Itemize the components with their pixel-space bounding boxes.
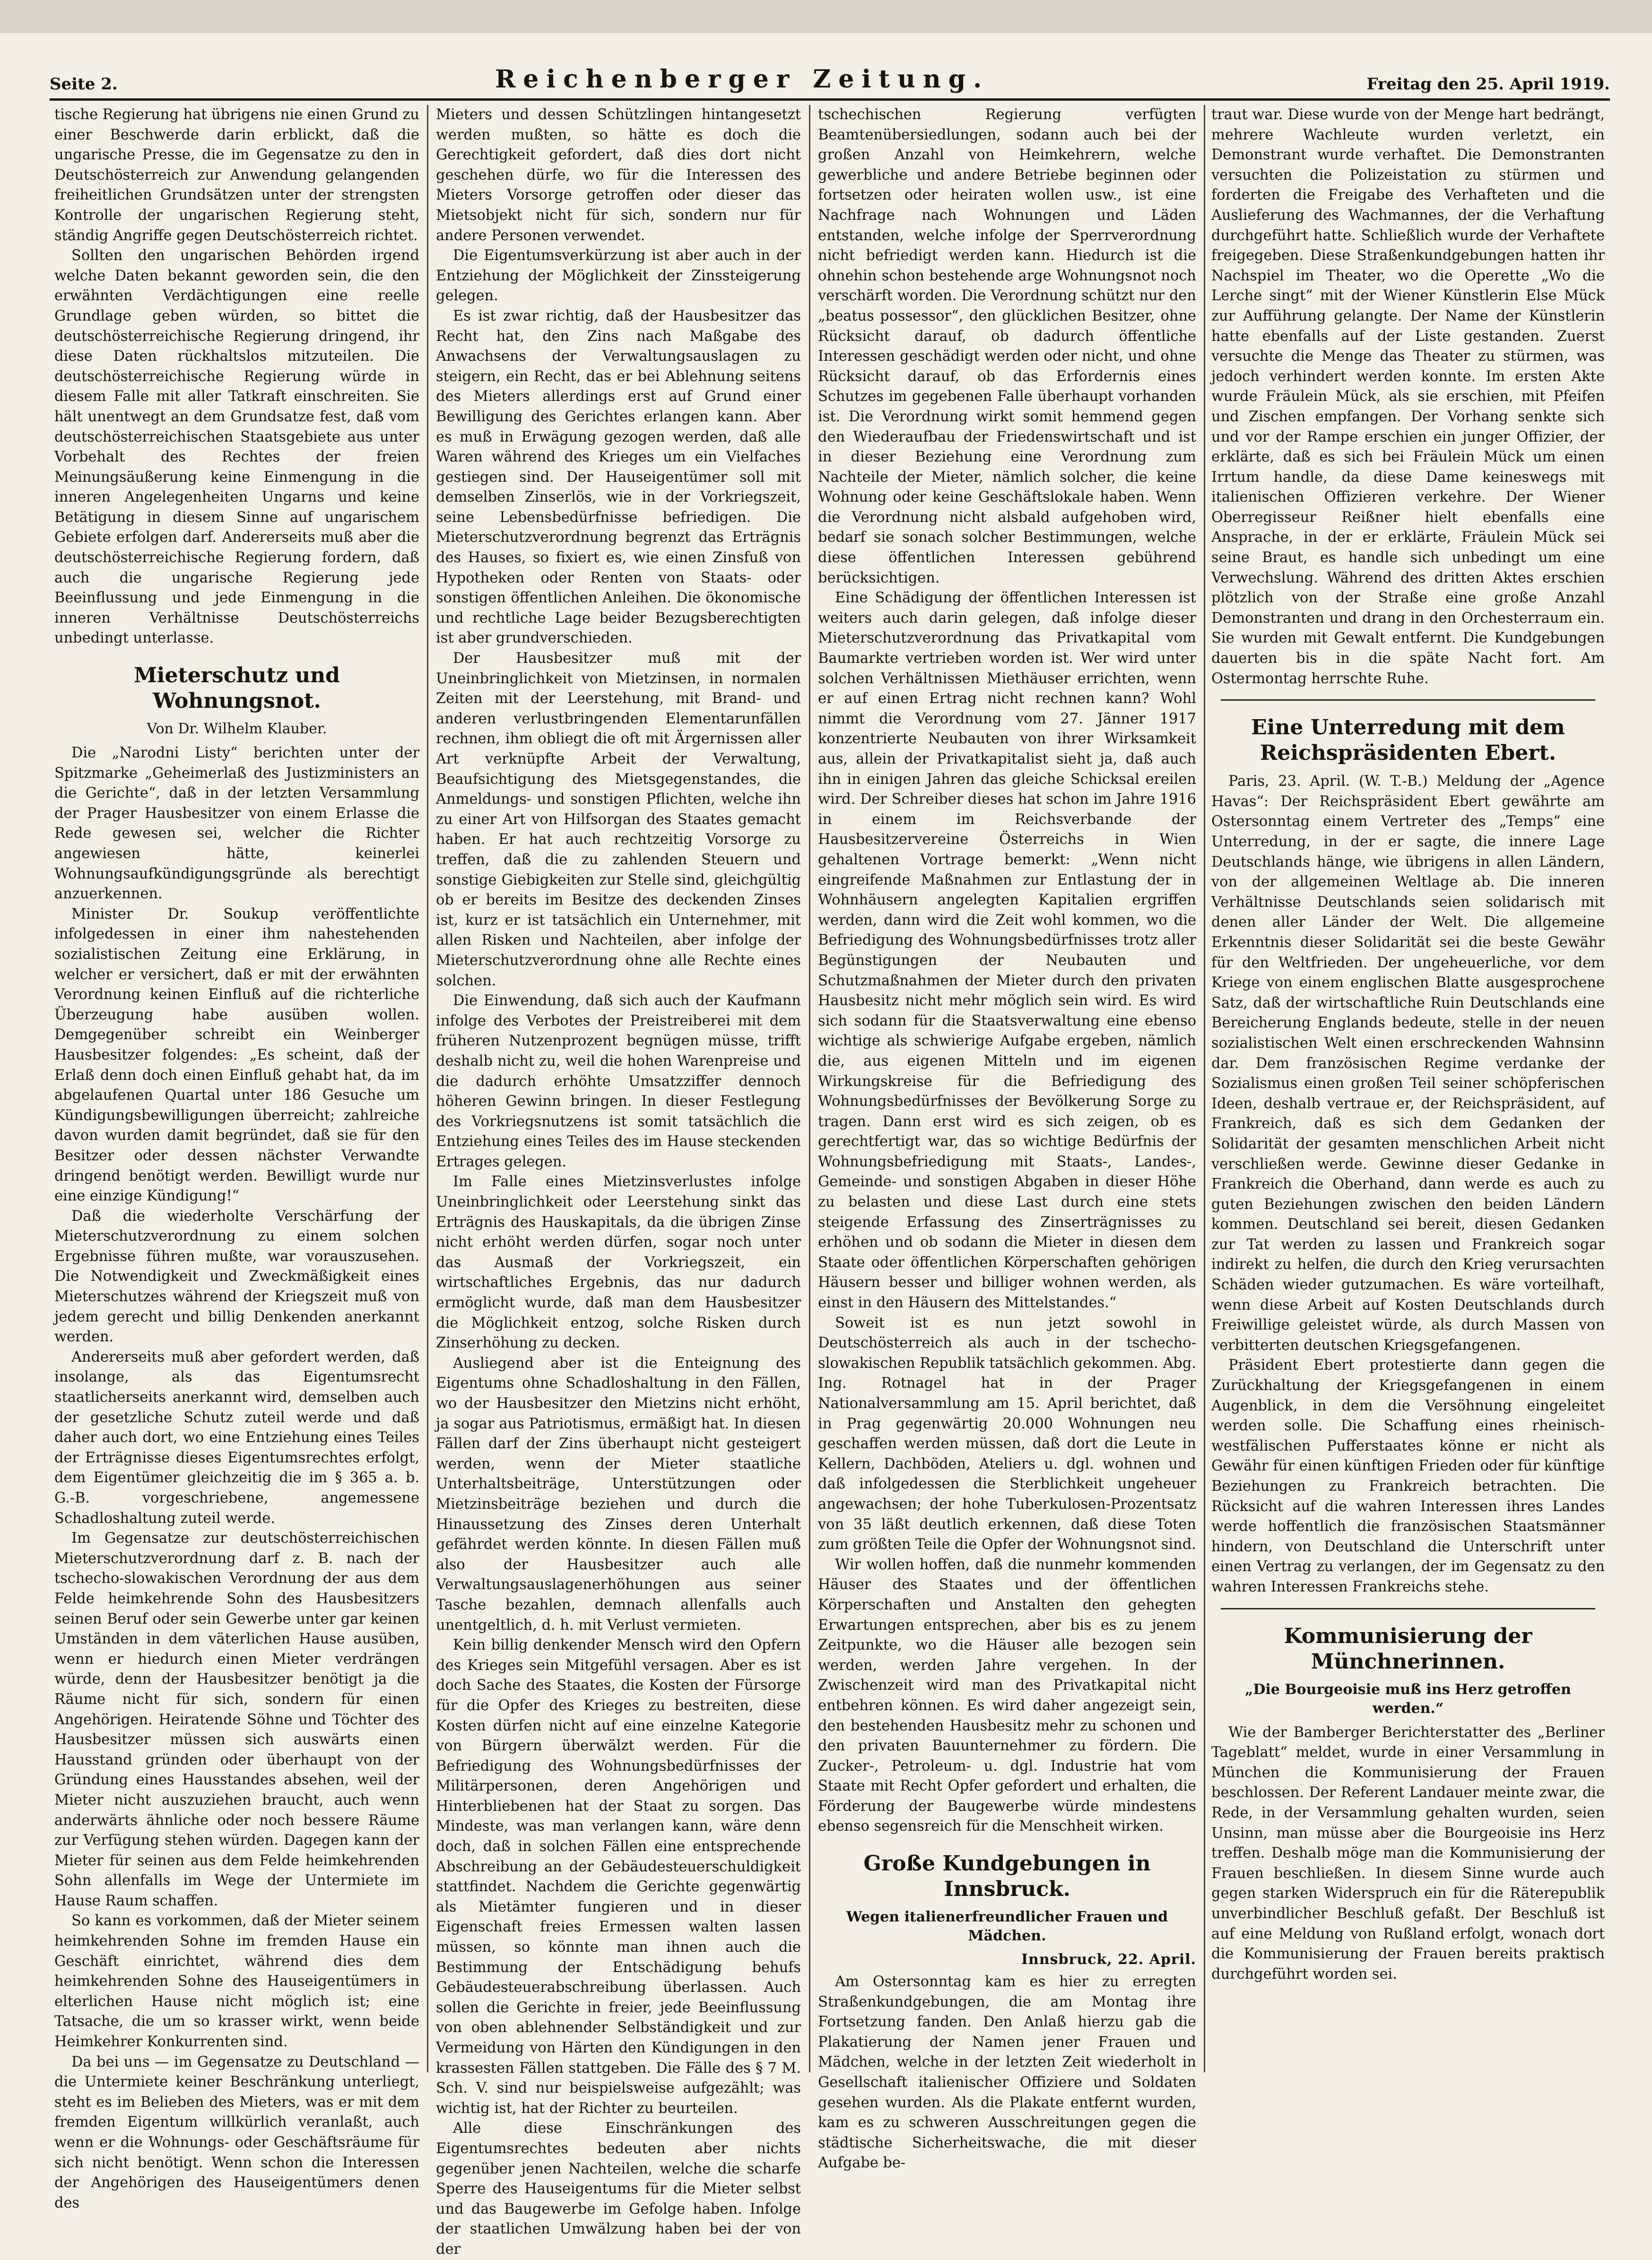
column-1 — [54, 105, 419, 2211]
article-subheadline: „Die Bourgeoisie muß ins Herz getroffen werden.“ — [1245, 1681, 1571, 1717]
article-paragraph: Daß die wiederholte Verschärfung der Mieterschutzverordnung zu einem solchen Ergebnisse führen mußte, war vorauszusehen. Die Notwendigkeit und Zweckmäßigkeit eines Mieterschutzes während der Kriegszeit muß von jedem gerecht und billig Denkenden anerkannt werden. — [54, 1208, 419, 1346]
article-paragraph: Die „Narodni Listy“ berichten unter der Spitzmarke „Geheimerlaß des Justizministers an die Gerichte“, daß in der letzten Versammlung der Prager Hausbesitzer von einem Erlasse die Rede gewesen sei, welcher die Richter angewiesen hätte, keinerlei Wohnungsaufkündigungsgründe als berechtigt anzuerkennen. — [54, 745, 419, 903]
article-paragraph: Mieters und dessen Schützlingen hintangesetzt werden mußten, so hätte es doch die Gerechtigkeit gefordert, daß dies dort nicht geschehen dürfe, wo für die Interessen des Mieters Vorsorge getroffen oder dieser das Mietsobjekt nicht für sich, sondern nur für andere Personen verwendet. — [436, 106, 801, 244]
column-divider — [1204, 105, 1205, 2072]
article-paragraph: Die Eigentumsverkürzung ist aber auch in der Entziehung der Möglichkeit der Zinssteigerung gelegen. — [436, 247, 801, 304]
article-headline: Eine Unterredung mit dem Reichspräsidenten Ebert. — [1251, 715, 1565, 765]
article-paragraph: Soweit ist es nun jetzt sowohl in Deutschösterreich als auch in der tschecho-slowakischen Republik tatsächlich gekommen. Abg. Ing. Rotnagel hat in der Prager Nationalversammlung am 15. April berichtet, daß in Prag gegenwärtig 20.000 Wohnungen neu geschaffen werden müssen, daß dort die Leute in Kellern, Dachböden, Ateliers u. dgl. wohnen und daß infolgedessen die Sterblichkeit ungeheuer angewachsen; der hohe Tuberkulosen-Prozentsatz von 35 läßt deutlich erkennen, daß diese Toten zum größten Teile die Opfer der Wohnungsnot sind. — [818, 1314, 1196, 1553]
article-paragraph: Wir wollen hoffen, daß die nunmehr kommenden Häuser des Staates und der öffentlichen Körperschaften und Anstalten den gehegten Erwartungen entsprechen, aber bis es zu jenem Zeitpunkte, wo die Häuser alle bezogen sein werden, werden Jahre vergehen. In der Zwischenzeit wird man des Privatkapital nicht entbehren können. Es wird daher angezeigt sein, den bestehenden Hausbesitz mehr zu schonen und den privaten Bauunternehmer zu fördern. Die Zucker-, Petroleum- u. dgl. Industrie hat vom Staate mit Recht Opfer gefordert und erhalten, die Förderung der Baugewerbe würde mindestens ebenso segensreich für die Menschheit wirken. — [818, 1556, 1196, 1835]
article-paragraph: Im Gegensatze zur deutschösterreichischen Mieterschutzverordnung darf z. B. nach der tschecho-slowakischen Verordnung der aus dem Felde heimkehrende Sohn des Hausbesitzers seinen Beruf oder sein Gewerbe unter gar keinen Umständen in dem väterlichen Hause ausüben, wenn er hiedurch einen Mieter verdrängen würde, denn der Hausbesitzer benötigt ja die Räume nicht für sich, sondern für einen Angehörigen. Heiratende Söhne und Töchter des Hausbesitzer müssen sich auswärts einen Hausstand gründen oder überhaupt von der Gründung eines Hausstandes absehen, weil der Mieter nicht auszuziehen braucht, auch wenn anderwärts ähnliche oder noch bessere Räume zur Verfügung stehen würden. Dagegen kann der Mieter für seinen aus dem Felde heimkehrenden Sohn allenfalls im Wege der Untermiete im Hause Raum schaffen. — [54, 1530, 419, 1909]
column-3 — [818, 105, 1196, 2172]
article-separator — [1221, 699, 1595, 701]
article-paragraph: tschechischen Regierung verfügten Beamtenübersiedlungen, sodann auch bei der großen Anzahl von Heimkehrern, welche gewerbliche und andere Betriebe beginnen oder fortsetzen oder heiraten wollen usw., ist eine Nachfrage nach Wohnungen und Läden entstanden, welche infolge der Sperrverordnung nicht befriedigt werden kann. Hiedurch ist die ohnehin schon bestehende arge Wohnungsnot noch verschärft worden. Die Verordnung schützt nur den „beatus possessor“, den glücklichen Besitzer, ohne Rücksicht darauf, ob dadurch öffentliche Interessen geschädigt werden oder nicht, und ohne Rücksicht darauf, ob das Erfordernis eines Schutzes im gegebenen Falle überhaupt vorhanden ist. Die Verordnung wirkt somit hemmend gegen den Wiederaufbau der Friedenswirtschaft und ist in dieser Beziehung eine Verordnung zum Nachteile der Mieter, nämlich solcher, die keine Wohnung oder keine Geschäftslokale haben. Wenn die Verordnung nicht alsbald aufgehoben wird, bedarf sie sonach solcher Bestimmungen, welche diese öffentlichen Interessen gebührend berücksichtigen. — [818, 106, 1196, 586]
article-paragraph: Präsident Ebert protestierte dann gegen die Zurückhaltung der Kriegsgefangenen in einem Augenblick, in dem die Versöhnung eingeleitet werden solle. Die Schaffung eines rheinisch-westfälischen Pufferstaates könne er nicht als Gewähr für einen künftigen Frieden oder für künftige Beziehungen zu Frankreich betrachten. Die Rücksicht auf die wahren Interessen ihres Landes werde hoffentlich die französischen Staatsmänner hindern, von Deutschland die Unterschrift unter einen Vertrag zu verlangen, der im Gegensatz zu den wahren Interessen Frankreichs stehe. — [1211, 1357, 1605, 1595]
article-paragraph: Die Einwendung, daß sich auch der Kaufmann infolge des Verbotes der Preistreiberei mit dem früheren Nutzenprozent begnügen müsse, trifft deshalb nicht zu, weil die hohen Warenpreise und die dadurch erhöhte Umsatzziffer dennoch höheren Gewinn bringen. In dieser Festlegung des Vorkriegsnutzens ist somit tatsächlich die Entziehung eines Teiles des im Hause steckenden Ertrages gelegen. — [436, 992, 801, 1170]
article-paragraph: Wie der Bamberger Berichterstatter des „Berliner Tageblatt“ meldet, wurde in einer Versammlung in München die Kommunisierung der Frauen beschlossen. Der Referent Landauer meinte zwar, die Rede, in der Versammlung gehalten wurden, seien Unsinn, man müsse aber die Bourgeoisie ins Herz treffen. Deshalb möge man die Kommunisierung der Frauen beschließen. In diesem Sinne wurde auch gegen starken Widerspruch ein für die Räterepublik unverbindlicher Beschluß gefaßt. Der Beschluß ist auf eine Meldung von Rußland erfolgt, wonach dort die Kommunisierung der Frauen bereits praktisch durchgeführt worden sei. — [1211, 1724, 1605, 1982]
article-paragraph: Paris, 23. April. (W. T.-B.) Meldung der „Agence Havas“: Der Reichspräsident Ebert gewährte am Ostersonntag einem Vertreter des „Temps“ eine Unterredung, in der er sagte, die innere Lage Deutschlands hänge, wie übrigens in allen Ländern, von der allgemeinen Weltlage ab. Die inneren Verhältnisse Deutschlands seien solidarisch mit denen aller Länder der Welt. Die allgemeine Erkenntnis dieser Solidarität sei die beste Gewähr für den Weltfrieden. Der ungeheuerliche, vor dem Kriege von einem englischen Blatte ausgesprochene Satz, daß der wirtschaftliche Ruin Deutschlands eine Bereicherung Englands bedeute, stelle in der neuen sozialistischen Welt einen erschreckenden Wahnsinn dar. Dem französischen Regime verdanke der Sozialismus einen großen Teil seiner schöpferischen Ideen, deshalb vertraue er, der Reichspräsident, auf Frankreich, daß es sich dem Gedanken der Solidarität der gesamten menschlichen Arbeit nicht verschließen werde. Gewinne dieser Gedanke in Frankreich die Oberhand, dann werde es auch zu guten Beziehungen zwischen den beiden Ländern kommen. Deutschland sei bereit, diesen Gedanken zur Tat werden zu lassen und Frankreich sogar indirekt zu helfen, die durch den Krieg verursachten Schäden wieder gutzumachen. Es wäre vorteilhaft, wenn diese Arbeit auf Kosten Deutschlands durch Freiwillige geleistet würde, als durch Massen von verbitterten deutschen Kriegsgefangenen. — [1211, 773, 1605, 1354]
column-divider — [427, 105, 428, 2072]
page-number: Seite 2. — [50, 75, 118, 94]
article-paragraph: Alle diese Einschränkungen des Eigentumsrechtes bedeuten aber nichts gegenüber jenen Nachteilen, welche die scharfe Sperre des Hauseigentums für die Mieter selbst und das Baugewerbe im Gefolge haben. Infolge der staatlichen Umwälzung haben bei der von der — [436, 2120, 801, 2258]
article-paragraph: Es ist zwar richtig, daß der Hausbesitzer das Recht hat, den Zins nach Maßgabe des Anwachsens der Verwaltungsauslagen zu steigern, ein Recht, das er bei Ablehnung seitens des Mieters allerdings erst auf Grund einer Bewilligung des Gerichtes erlangen kann. Aber es muß in Erwägung gezogen werden, daß alle Waren während des Krieges um ein Vielfaches gestiegen sind. Der Hauseigentümer soll mit demselben Zinserlös, wie in der Vorkriegszeit, seine Lebensbedürfnisse befriedigen. Die Mieterschutzverordnung begrenzt das Erträgnis des Hauses, so fixiert es, wie einen Zinsfuß von Hypotheken oder Renten von Staats- oder sonstigen öffentlichen Anleihen. Die ökonomische und rechtliche Lage beider Bezugsberechtigten ist aber grundverschieden. — [436, 307, 801, 647]
article-paragraph: Andererseits muß aber gefordert werden, daß insolange, als das Eigentumsrecht staatlicherseits anerkannt wird, demselben auch der gesetzliche Schutz zuteil werde und daß daher auch dort, wo eine Entziehung eines Teiles der Erträgnisse dieses Eigentumsrechtes erfolgt, dem Eigentümer gleichzeitig die im § 365 a. b. G.-B. vorgeschriebene, angemessene Schadloshaltung zuteil werde. — [54, 1348, 419, 1527]
dateline: Innsbruck, 22. April. — [1021, 1951, 1196, 1968]
article-paragraph: Sollten den ungarischen Behörden irgend welche Daten bekannt geworden sein, die den erwähnten Verdächtigungen eine reelle Grundlage geben würden, so bittet die deutschösterreichische Regierung dringend, ihr diese Daten rückhaltslos mitzuteilen. Die deutschösterreichische Regierung würde in diesem Falle mit aller Tatkraft einschreiten. Sie hält unentwegt an dem Grundsatze fest, daß vom deutschösterreichischen Staatsgebiete aus unter Vorbehalt des Rechtes der freien Meinungsäußerung keine Einmengung in die inneren Angelegenheiten Ungarns und keine Betätigung in diesem Sinne auf ungarischem Gebiete erfolgen darf. Andererseits muß aber die deutschösterreichische Regierung fordern, daß auch die ungarische Regierung jede Beeinflussung und jede Einmengung in die inneren Verhältnisse Deutschösterreichs unbedingt unterlasse. — [54, 247, 419, 647]
issue-date: Freitag den 25. April 1919. — [1366, 75, 1610, 94]
article-paragraph: tische Regierung hat übrigens nie einen Grund zu einer Beschwerde darin erblickt, daß die ungarische Presse, die im Gegensatze zu den in Deutschösterreich zur Anwendung gelangenden freiheitlichen Grundsätzen unter der strengsten Kontrolle der ungarischen Regierung steht, ständig Angriffe gegen Deutschösterreich richtet. — [54, 106, 419, 244]
article-paragraph: Im Falle eines Mietzinsverlustes infolge Uneinbringlichkeit oder Leerstehung sinkt das Erträgnis des Hauskapitals, da die übrigen Zinse nicht erhöht werden dürfen, sogar noch unter das Ausmaß der Vorkriegszeit, ein wirtschaftliches Ergebnis, das nur dadurch ermöglicht wurde, daß man dem Hausbesitzer die Möglichkeit entzog, solche Risken durch Zinserhöhung zu decken. — [436, 1173, 801, 1352]
article-paragraph: Am Ostersonntag kam es hier zu erregten Straßenkundgebungen, die am Montag ihre Fortsetzung fanden. Den Anlaß hierzu gab die Plakatierung der Namen jener Frauen und Mädchen, welche in der letzten Zeit wiederholt in Gesellschaft italienischer Offiziere und Soldaten gesehen wurden. Als die Plakate entfernt wurden, kam es zu schweren Ausschreitungen gegen die städtische Sicherheitswache, die mit dieser Aufgabe be- — [818, 1973, 1196, 2172]
column-divider — [809, 105, 810, 2072]
article-paragraph: Der Hausbesitzer muß mit der Uneinbringlichkeit von Mietzinsen, in normalen Zeiten mit der Leerstehung, mit Brand- und anderen verlustbringenden Elementarunfällen rechnen, ihm obliegt die oft mit Ärgernissen aller Art verknüpfte Arbeit der Verwaltung, Beaufsichtigung des Mietsgegenstandes, die Anmeldungs- und sonstigen Pflichten, welche ihn zu einer Art von Hilfsorgan des Staates gemacht haben. Er hat auch rechtzeitig Vorsorge zu treffen, daß die zu zahlenden Steuern und sonstige Giebigkeiten zur Stelle sind, gleichgültig ob er bereits im Besitze des deckenden Zinses ist, kurz er ist tatsächlich ein Unternehmer, mit allen Risken und Nachteilen, aber infolge der Mieterschutzverordnung ohne alle Rechte eines solchen. — [436, 650, 801, 989]
column-4 — [1211, 105, 1605, 2072]
article-headline: Mieterschutz und Wohnungsnot. — [134, 663, 340, 713]
article-paragraph: Eine Schädigung der öffentlichen Interessen ist weiters auch darin gelegen, daß infolge dieser Mieterschutzverordnung das Privatkapital vom Baumarkte vertrieben worden ist. Wer wird unter solchen Verhältnissen Miethäuser errichten, wenn er auf einen Ertrag nicht rechnen kann? Wohl nimmt die Verordnung vom 27. Jänner 1917 konzentrierte Neubauten von ihrer Wirksamkeit aus, allein der Privatkapitalist sieht ja, daß auch ihn in einigen Jahren das gleiche Schicksal ereilen wird. Der Schreiber dieses hat schon im Jahre 1916 in einem im Reichsverbande der Hausbesitzervereine Österreichs in Wien gehaltenen Vortrage bemerkt: „Wenn nicht eingreifende Maßnahmen zur Entlastung der in Wohnhäusern angelegten Kapitalien ergriffen werden, dann wird die Zeit wohl kommen, wo die Befriedigung des Wohnungsbedürfnisses trotz aller Begünstigungen der Neubauten und Schutzmaßnahmen der Mieter durch den privaten Hausbesitz nicht mehr möglich sein wird. Es wird sich sodann für die Staatsverwaltung eine ebenso wichtige als schwierige Aufgabe ergeben, nämlich die, aus eigenen Mitteln und im eigenen Wirkungskreise für die Befriedigung des Wohnungsbedürfnisses der Bevölkerung Sorge zu tragen. Dann erst wird es sich zeigen, ob es gerechtfertigt war, das so wichtige Bedürfnis der Wohnungsbefriedigung mit Staats-, Landes-, Gemeinde- und sonstigen Abgaben in dieser Höhe zu belasten und diese Last durch eine stets steigende Erfassung des Zinserträgnisses zu erhöhen und ob sodann die Mieter in diesen dem Staate oder öffentlichen Körperschaften gehörigen Häusern besser und billiger wohnen werden, als einst in den Häusern des Mittelstandes.“ — [818, 590, 1196, 1312]
page-header — [50, 56, 1610, 94]
article-paragraph: Da bei uns — im Gegensatze zu Deutschland — die Untermiete keiner Beschränkung unterliegt, steht es im Belieben des Mieters, was er mit dem fremden Eigentum willkürlich veranlaßt, auch wenn er die Wohnungs- oder Geschäftsräume für sich nicht benötigt. Wenn schon die Interessen der Angehörigen des Hauseigentümers denen des — [54, 2053, 419, 2211]
article-paragraph: Ausliegend aber ist die Enteignung des Eigentums ohne Schadloshaltung in den Fällen, wo der Hausbesitzer den Mietzins nicht erhöht, ja sogar aus Patriotismus, ermäßigt hat. In diesen Fällen darf der Zins überhaupt nicht gesteigert werden, wenn der Mieter staatliche Unterhaltsbeiträge, Unterstützungen oder Mietzinsbeiträge beziehen und durch die Hinaussetzung des Zinses deren Unterhalt gefährdet werden könnte. In diesen Fällen muß also der Hausbesitzer auch alle Verwaltungsauslagenerhöhungen aus seiner Tasche bezahlen, demnach allenfalls auch unentgeltlich, d. h. mit Verlust vermieten. — [436, 1355, 801, 1634]
article-byline: Von Dr. Wilhelm Klauber. — [147, 721, 327, 738]
article-subheadline: Wegen italienerfreundlicher Frauen und Mädchen. — [846, 1909, 1168, 1945]
article-separator — [1221, 1608, 1595, 1609]
article-paragraph: Minister Dr. Soukup veröffentlichte infolgedessen in einer ihm nahestehenden sozialistischen Zeitung eine Erklärung, in welcher er versichert, daß er mit der erwähnten Verordnung keinen Einfluß auf die richterliche Überzeugung habe ausüben wollen. Demgegenüber schreibt ein Weinberger Hausbesitzer folgendes: „Es scheint, daß der Erlaß denn doch einen Einfluß gehabt hat, da im abgelaufenen Quartal unter 186 Gesuche um Kündigungsbewilligungen überreicht; zahlreiche davon wurden damit begründet, daß sie für den Besitzer oder dessen nächster Verwandte dringend benötigt werden. Bewilligt wurde nur eine einzige Kündigung!“ — [54, 905, 419, 1205]
article-paragraph: So kann es vorkommen, daß der Mieter seinem heimkehrenden Sohne im fremden Hause ein Geschäft einrichtet, während dies dem heimkehrenden Sohne des Hauseigentümers in elterlichen Hause nicht möglich ist; eine Tatsache, die um so krasser wirkt, wenn beide Heimkehrer Konkurrenten sind. — [54, 1912, 419, 2051]
scan-top-edge — [0, 0, 1652, 33]
header-rule — [50, 98, 1610, 101]
article-headline: Große Kundgebungen in Innsbruck. — [863, 1851, 1151, 1902]
article-headline: Kommunisierung der Münchnerinnen. — [1284, 1624, 1532, 1674]
column-2 — [436, 105, 801, 2258]
article-paragraph: traut war. Diese wurde von der Menge hart bedrängt, mehrere Wachleute wurden verletzt, ein Demonstrant wurde verhaftet. Die Demonstranten versuchten die Polizeistation zu stürmen und forderten die Freigabe des Verhafteten und die Auslieferung des Wachmannes, der die Verhaftung durchgeführt hatte. Schließlich wurde der Verhaftete freigegeben. Diese Straßenkundgebungen hatten ihr Nachspiel im Theater, wo die Operette „Wo die Lerche singt“ mit der Wiener Künstlerin Else Mück zur Aufführung gelangte. Der Name der Künstlerin hatte ebenfalls auf der Liste gestanden. Zuerst versuchte die Menge das Theater zu stürmen, was jedoch verhindert werden konnte. Im ersten Akte wurde Fräulein Mück, als sie erschien, mit Pfeifen und Zischen empfangen. Der Vorhang senkte sich und vor der Rampe erschien ein junger Offizier, der erklärte, daß es sich bei Fräulein Mück um einen Irrtum handle, da diese Dame keineswegs mit italienischen Offizieren verkehre. Der Wiener Oberregisseur Reißner hielt ebenfalls eine Ansprache, in der er erklärte, Fräulein Mück sei seine Braut, es handle sich unbedingt um eine Verwechslung. Während des dritten Aktes erschien plötzlich von der Straße eine große Anzahl Demonstranten und drang in den Orchesterraum ein. Sie wurden mit Gewalt entfernt. Die Kundgebungen dauerten bis in die späte Nacht fort. Am Ostermontag herrschte Ruhe. — [1211, 106, 1605, 687]
article-paragraph: Kein billig denkender Mensch wird den Opfern des Krieges sein Mitgefühl versagen. Aber es ist doch Sache des Staates, die Kosten der Fürsorge für die Opfer des Krieges zu bestreiten, diese Kosten dürfen nicht auf eine einzelne Kategorie von Bürgern überwälzt werden. Für die Befriedigung des Wohnungsbedürfnisses der Militärpersonen, deren Angehörigen und Hinterbliebenen hat der Staat zu sorgen. Das Mindeste, was man verlangen kann, wäre denn doch, daß in solchen Fällen eine entsprechende Abschreibung an der Gebäudesteuerschuldigkeit stattfindet. Nachdem die Gerichte gegenwärtig als Mietämter fungieren und in dieser Eigenschaft freies Ermessen walten lassen müssen, so könnte man ihnen auch die Bestimmung der Entschädigung behufs Gebäudesteuerabschreibung überlassen. Auch sollen die Gerichte in freier, jede Beeinflussung von oben ablehnender Selbständigkeit und zur Vermeidung von Härten den Kündigungen in den krassesten Fällen stattgeben. Die Fälle des § 7 M. Sch. V. sind nur beispielsweise aufgezählt; was wichtig ist, hat der Richter zu beurteilen. — [436, 1637, 801, 2117]
newspaper-masthead: Reichenberger Zeitung. — [495, 65, 990, 94]
